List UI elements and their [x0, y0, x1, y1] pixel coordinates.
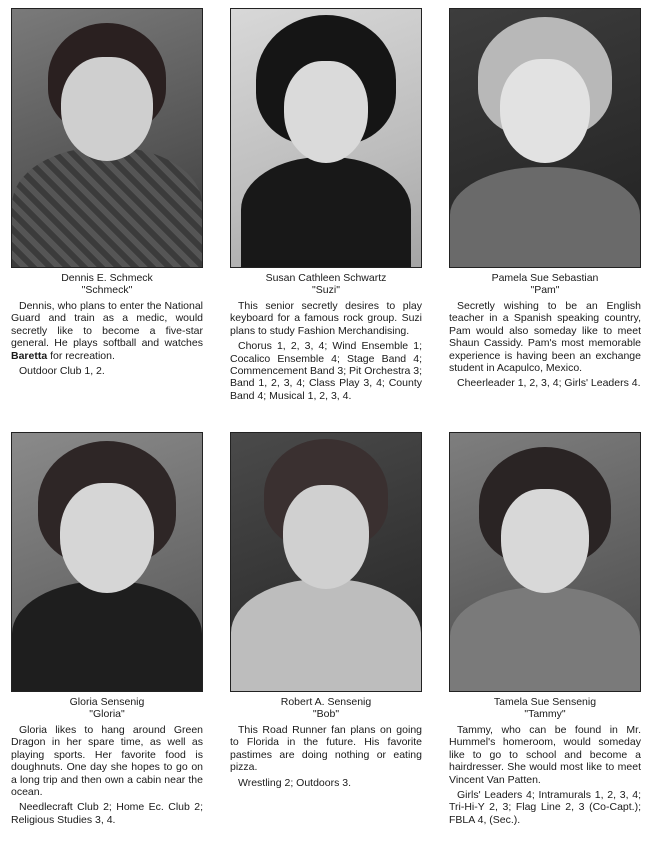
student-bio: This Road Runner fan plans on going to Florida in the future. His favorite pastimes are doing nothing or eating pizza.	[230, 724, 422, 774]
student-name: Gloria Sensenig	[69, 696, 145, 708]
student-nickname: "Gloria"	[89, 708, 125, 720]
student-portrait	[230, 8, 422, 268]
student-name: Dennis E. Schmeck	[61, 272, 153, 284]
student-activities: Needlecraft Club 2; Home Ec. Club 2; Religious Studies 3, 4.	[11, 801, 203, 826]
student-name: Tamela Sue Sensenig	[493, 696, 597, 708]
student-activities: Outdoor Club 1, 2.	[19, 365, 105, 378]
student-nickname: "Suzi"	[312, 284, 340, 296]
student-activities: Wrestling 2; Outdoors 3.	[238, 776, 352, 789]
student-portrait	[11, 8, 203, 268]
student-entry	[230, 8, 422, 402]
student-entry	[11, 432, 203, 826]
student-bio: Dennis, who plans to enter the National Guard and train as a medic, would secretly like to become a five-star general. He plays softball and watches Baretta for recreation.	[11, 300, 203, 362]
student-bio: Tammy, who can be found in Mr. Hummel's homeroom, would someday like to go to school and become a hairdresser. She would most like to meet Vincent Van Patten.	[449, 724, 641, 786]
student-nickname: "Bob"	[312, 708, 340, 720]
student-nickname: "Tammy"	[524, 708, 566, 720]
student-portrait	[230, 432, 422, 692]
tv-show-name: Baretta	[11, 349, 48, 362]
student-entry	[449, 8, 641, 390]
student-bio: Gloria likes to hang around Green Dragon in her spare time, as well as playing sports. Her favorite food is doughnuts. One day she hopes to go on a long trip and then own a cabin near the ocean.	[11, 724, 203, 799]
student-entry	[449, 432, 641, 826]
student-name: Robert A. Sensenig	[280, 696, 372, 708]
student-nickname: "Schmeck"	[81, 284, 133, 296]
student-entry	[230, 432, 422, 789]
student-portrait	[449, 432, 641, 692]
student-name: Susan Cathleen Schwartz	[265, 272, 387, 284]
student-entry	[11, 8, 203, 377]
student-activities: Chorus 1, 2, 3, 4; Wind Ensemble 1; Cocalico Ensemble 4; Stage Band 4; Commencement Band 3; Pit Orchestra 3; Band 1, 2, 3, 4; Class Play 3, 4; County Band 4; Musical 1, 2, 3, 4.	[230, 340, 422, 402]
student-activities: Girls' Leaders 4; Intramurals 1, 2, 3, 4; Tri-Hi-Y 2, 3; Flag Line 2, 3 (Co-Capt.); FBLA 4, (Sec.).	[449, 789, 641, 826]
student-activities: Cheerleader 1, 2, 3, 4; Girls' Leaders 4.	[457, 377, 641, 390]
student-bio: This senior secretly desires to play keyboard for a famous rock group. Suzi plans to study Fashion Merchandising.	[230, 300, 422, 337]
student-name: Pamela Sue Sebastian	[491, 272, 599, 284]
student-portrait	[11, 432, 203, 692]
student-portrait	[449, 8, 641, 268]
student-nickname: "Pam"	[530, 284, 560, 296]
student-bio: Secretly wishing to be an English teacher in a Spanish speaking country, Pam would also someday like to meet Shaun Cassidy. Pam's most memorable experience is having been an exchange student in Acapulco, Mexico.	[449, 300, 641, 375]
